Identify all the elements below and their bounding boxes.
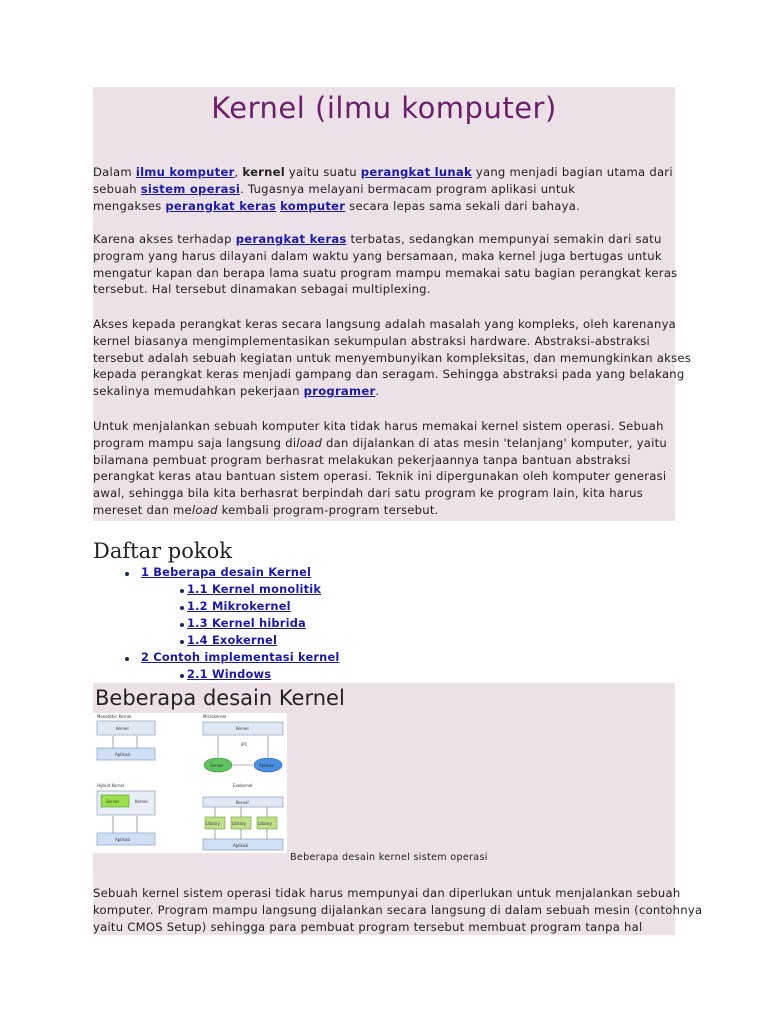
text-line: tersebut adalah sebuah kegiatan untuk menyembunyikan kompleksitas, dan memungkinkan akses	[93, 350, 692, 365]
toc-item-1-2[interactable]: 1.2 Mikrokernel	[187, 599, 291, 613]
bold-kernel: kernel	[242, 165, 285, 179]
intro-paragraph	[93, 164, 675, 214]
monolithic-title: Monolithic Kernel	[97, 714, 132, 719]
kernel-label: Kernel	[236, 800, 249, 805]
aplikasi-label: Aplikasi	[233, 843, 249, 848]
hybrid-title: Hybrid Kernel	[97, 783, 125, 788]
section-paragraph	[93, 885, 703, 935]
text-line: kernel biasanya mengimplementasikan sekumpulan abstraksi hardware. Abstraksi-abstraksi	[93, 333, 651, 348]
server-label: Server	[210, 763, 224, 768]
text: .	[375, 384, 380, 399]
toc-item-2[interactable]: 2 Contoh implementasi kernel	[141, 650, 340, 664]
text-line: awal, sehingga bila kita berhasrat berpindah dari satu program ke program lain, kita harus	[93, 486, 644, 501]
bullet-icon	[180, 674, 184, 678]
aplikasi-label: Aplikasi	[115, 837, 131, 842]
toc-item-1[interactable]: 1 Beberapa desain Kernel	[141, 565, 312, 579]
aplikasi-label: Aplikasi	[115, 752, 131, 757]
text: sebuah	[93, 181, 141, 196]
text-line: yaitu CMOS Setup) sehingga para pembuat program tersebut membuat program tanpa hal	[93, 919, 643, 934]
page-title: Kernel (ilmu komputer)	[211, 91, 557, 125]
library-label: Library	[232, 821, 246, 826]
link-perangkat-lunak[interactable]: perangkat lunak	[360, 165, 472, 179]
text: mengakses	[93, 198, 166, 213]
figure-caption: Beberapa desain kernel sistem operasi	[290, 852, 488, 863]
paragraph-4	[93, 418, 675, 519]
text: yaitu suatu	[285, 165, 361, 179]
bullet-icon	[180, 606, 184, 610]
text: ,	[234, 165, 243, 179]
text-line: Untuk menjalankan sebuah komputer kita tidak harus memakai kernel sistem operasi. Sebuah	[93, 419, 664, 433]
aplikasi-label: Aplikasi	[259, 763, 275, 768]
text: sekalinya memudahkan pekerjaan	[93, 384, 304, 399]
text-line: kepada perangkat keras menjadi gampang dan seragam. Sehingga abstraksi pada yang belakang	[93, 367, 685, 382]
text: secara lepas sama sekali dari bahaya.	[345, 198, 581, 213]
kernel-label: Kernel	[116, 726, 129, 731]
bullet-icon	[125, 657, 129, 661]
link-ilmu-komputer[interactable]: ilmu komputer	[135, 165, 235, 179]
library-label: Library	[206, 821, 220, 826]
text-line: Sebuah kernel sistem operasi tidak harus mempunyai dan diperlukan untuk menjalankan sebuah	[93, 886, 681, 900]
toc-item-1-4[interactable]: 1.4 Exokernel	[187, 633, 278, 647]
bullet-icon	[180, 589, 184, 593]
kernel-designs-diagram	[93, 713, 287, 853]
link-sistem-operasi[interactable]: sistem operasi	[140, 181, 241, 196]
text: yang menjadi bagian utama dari	[471, 165, 673, 179]
italic-load: load	[296, 435, 323, 450]
text: mereset dan me	[93, 502, 192, 517]
server-label: Server	[106, 799, 120, 804]
link-perangkat-keras[interactable]: perangkat keras	[165, 198, 277, 213]
paragraph-3	[93, 316, 692, 400]
italic-load: load	[191, 502, 218, 517]
bullet-icon	[180, 640, 184, 644]
kernel-label: Kernel	[135, 799, 148, 804]
text: program mampu saja langsung di	[93, 435, 297, 450]
text: dan dijalankan di atas mesin 'telanjang' komputer, yaitu	[322, 435, 667, 450]
paragraph-2	[93, 231, 678, 298]
text-line: perangkat keras atau bantuan sistem operasi. Teknik ini dipergunakan oleh komputer generasi	[93, 469, 667, 484]
text: . Tugasnya melayani bermacam program aplikasi untuk	[240, 181, 576, 196]
text-line: program yang harus dilayani dalam waktu yang bersamaan, maka kernel juga bertugas untuk	[93, 248, 662, 263]
bullet-icon	[125, 572, 129, 576]
link-perangkat-keras-2[interactable]: perangkat keras	[235, 232, 347, 246]
text: terbatas, sedangkan mempunyai semakin dari satu	[346, 232, 662, 246]
exo-title: Exokernel	[233, 783, 253, 788]
toc-item-2-1[interactable]: 2.1 Windows	[187, 667, 272, 681]
toc-item-1-1[interactable]: 1.1 Kernel monolitik	[187, 582, 322, 596]
text: kembali program-program tersebut.	[217, 502, 439, 517]
kernel-label: Kernel	[236, 726, 249, 731]
text: Dalam	[93, 165, 136, 179]
micro-title: Microkernel	[203, 714, 227, 719]
link-programer[interactable]: programer	[303, 384, 376, 399]
toc-heading: Daftar pokok	[93, 539, 232, 563]
kernel-designs-figure	[93, 713, 287, 853]
ipc-label: IPC	[241, 742, 248, 747]
link-komputer[interactable]: komputer	[280, 198, 346, 213]
text-line: mengatur kapan dan berapa lama suatu program mampu memakai satu bagian perangkat keras	[93, 265, 678, 280]
text-line: tersebut. Hal tersebut dinamakan sebagai multiplexing.	[93, 282, 431, 297]
library-label: Library	[258, 821, 272, 826]
text-line: bilamana pembuat program berhasrat melakukan pekerjaannya tanpa bantuan abstraksi	[93, 452, 631, 467]
section-heading: Beberapa desain Kernel	[95, 686, 345, 710]
toc-item-1-3[interactable]: 1.3 Kernel hibrida	[187, 616, 306, 630]
text-line: komputer. Program mampu langsung dijalankan secara langsung di dalam sebuah mesin (contohnya	[93, 902, 703, 917]
text-line: Akses kepada perangkat keras secara langsung adalah masalah yang kompleks, oleh karenanya	[93, 317, 677, 331]
bullet-icon	[180, 623, 184, 627]
text: Karena akses terhadap	[93, 232, 236, 246]
